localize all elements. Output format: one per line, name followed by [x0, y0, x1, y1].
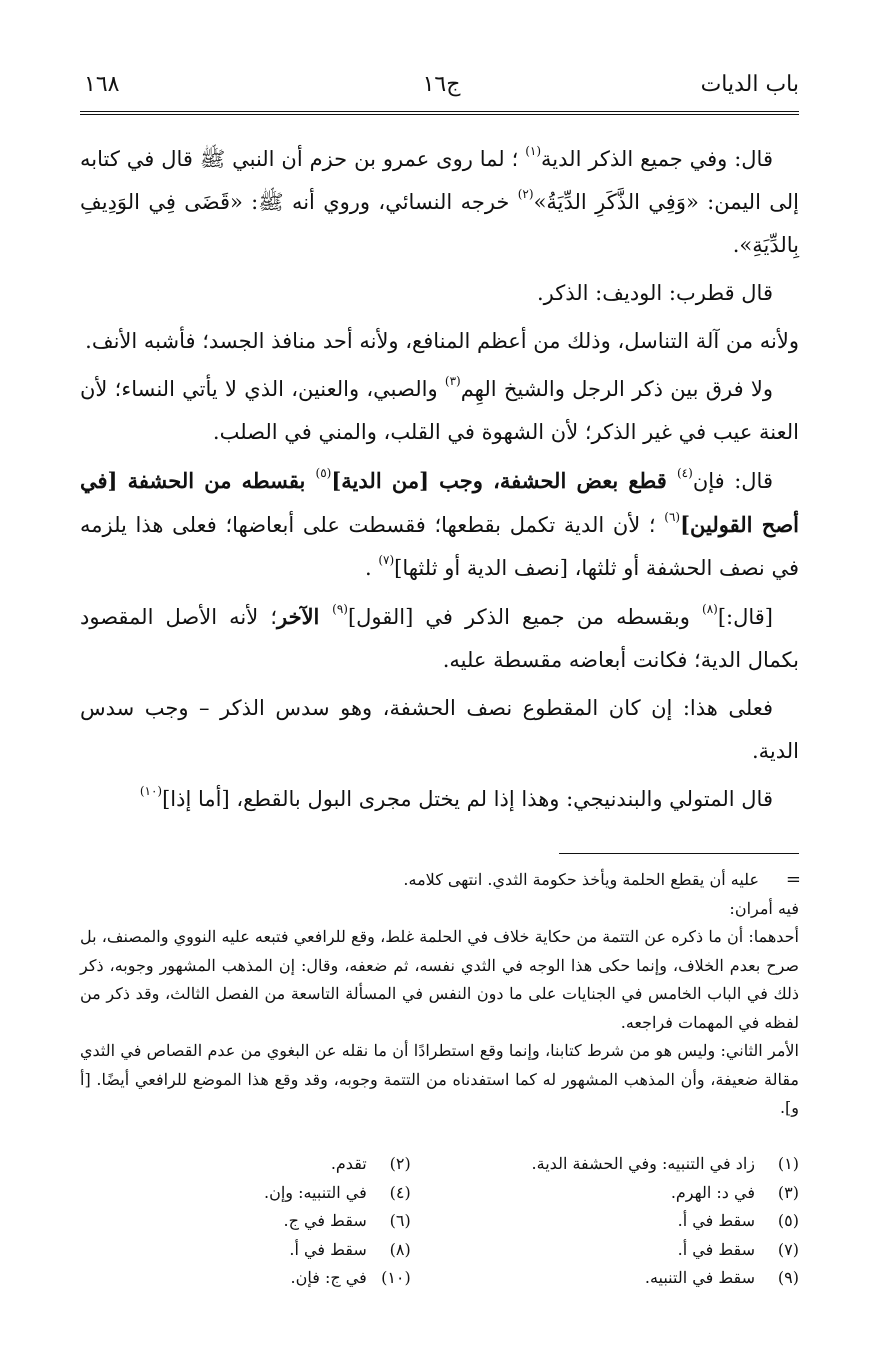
continuation-line-4: الأمر الثاني: وليس هو من شرط كتابنا، وإنما وقع استطرادًا أن ما نقله عن البغوي من عدم القصاص في الثدي مقالة ضعيفة، وأن المذهب المشهور له كما استفدناه من التتمة وجوبه، وقد وقع هذا الموضع للرافعي أيضًا. [أ و].	[80, 1041, 800, 1117]
footnote-number: (٧)	[777, 1239, 799, 1259]
footnote-row	[80, 1207, 799, 1236]
footnote-item	[80, 1179, 411, 1208]
paragraph-1	[80, 138, 799, 267]
paragraph-6	[80, 595, 799, 682]
footnote-text: سقط في التنبيه.	[644, 1268, 755, 1287]
footnote-ref-1: (١)	[525, 144, 542, 158]
main-text	[80, 138, 799, 826]
footnote-number: (٦)	[389, 1211, 411, 1230]
paragraph-5	[80, 459, 799, 590]
footnote-number: (٥)	[777, 1211, 799, 1230]
p1-text-a: قال: وفي جميع الذكر الدية	[541, 147, 773, 171]
p1-text-b: ؛ لما روى عمرو بن حزم أن النبي ﷺ قال في كتابه إلى اليمن: «وَفِي الذَّكَرِ الدِّيَةُ»	[80, 147, 799, 214]
continuation-line-1: عليه أن يقطع الحلمة ويأخذ حكومة الثدي. انتهى كلامه.	[403, 870, 759, 889]
footnote-number: (٩)	[777, 1268, 799, 1287]
footnote-row	[80, 1264, 799, 1293]
paragraph-8	[80, 778, 799, 821]
footnote-item	[411, 1264, 799, 1293]
footnote-ref-2: (٢)	[517, 187, 534, 201]
chapter-title: باب الديات	[700, 72, 799, 97]
footnote-item	[411, 1150, 799, 1179]
footnote-number: (١)	[777, 1154, 799, 1173]
footnote-number: (٣)	[777, 1182, 799, 1202]
footnote-item	[80, 1150, 411, 1179]
continuation-line-3: أحدهما: أن ما ذكره عن التتمة من حكاية خلاف في الحلمة غلط، وقع للرافعي فتبعه عليه النووي والمصنف، بل صرح بعدم الخلاف، وإنما حكى هذا الوجه في الثدي نفسه، ثم ضعفه، وقال: إن المذهب المشهور وجوبه، ذكر ذلك في الباب الخامس في الجنايات على ما دون النفس في المسألة التاسعة من الفصل الثالث، وقد ذكر من لفظه في المهمات فراجعه.	[80, 927, 800, 1032]
p1-text-c: خرجه النسائي، وروي أنه ﷺ: «قَضَى فِي الوَدِيفِ بِالدِّيَةِ».	[80, 190, 799, 257]
footnote-text: في د: الهرم.	[670, 1182, 755, 1202]
footnote-row	[80, 1150, 799, 1179]
footnote-row	[80, 1236, 799, 1265]
footnote-item	[411, 1179, 799, 1208]
p8-text-a: قال المتولي والبندنيجي: وهذا إذا لم يختل مجرى البول بالقطع، [أما إذا]	[162, 787, 773, 811]
p4-text-b: والصبي، والعنين، الذي لا يأتي النساء؛ لأن العنة عيب في غير الذكر؛ لأن الشهوة في القلب، والمني في الصلب.	[80, 377, 799, 444]
running-header	[84, 72, 799, 102]
footnote-ref-5: (٥)	[315, 466, 332, 480]
footnote-text: في التنبيه: وإن.	[263, 1182, 367, 1202]
footnote-continuation	[80, 866, 799, 1123]
p5-text-a: قال: فإن	[692, 469, 773, 493]
footnote-ref-8: (٨)	[702, 602, 718, 616]
footnote-ref-10: (١٠)	[139, 784, 163, 798]
p5-text-c: بقسطه من الحشفة [في أصح القولين]	[80, 468, 799, 537]
p4-text-a: ولا فرق بين ذكر الرجل والشيخ الهِم	[460, 377, 773, 401]
footnote-text: في ج: فإن.	[290, 1268, 367, 1287]
footnote-item	[80, 1264, 411, 1293]
p6-text-a: [قال:]	[717, 605, 773, 629]
footnote-number: (١٠)	[381, 1268, 411, 1287]
header-rule	[80, 111, 799, 115]
footnote-text: زاد في التنبيه: وفي الحشفة الدية.	[531, 1154, 755, 1173]
paragraph-2: قال قطرب: الوديف: الذكر.	[536, 281, 773, 305]
footnote-text: سقط في أ.	[677, 1239, 755, 1259]
paragraph-7: فعلى هذا: إن كان المقطوع نصف الحشفة، وهو سدس الذكر – وجب سدس الدية.	[80, 696, 799, 763]
footnote-ref-3: (٣)	[444, 374, 461, 388]
footnote-text: سقط في أ.	[289, 1239, 367, 1259]
page-number: ١٦٨	[84, 72, 120, 97]
footnote-number: (٨)	[389, 1239, 411, 1259]
footnote-ref-9: (٩)	[332, 602, 348, 616]
footnote-item	[411, 1236, 799, 1265]
footnote-item	[80, 1236, 411, 1265]
footnote-text: سقط في أ.	[677, 1211, 755, 1230]
footnote-ref-4: (٤)	[676, 466, 693, 480]
paragraph-3: ولأنه من آلة التناسل، وذلك من أعظم المنافع، ولأنه أحد منافذ الجسد؛ فأشبه الأنف.	[85, 329, 799, 353]
footnotes-list	[80, 1150, 799, 1293]
p6-text-c: الآخر	[277, 604, 333, 629]
p6-text-d: ؛ لأنه الأصل المقصود بكمال الدية؛ فكانت أبعاضه مقسطة عليه.	[80, 605, 799, 672]
continuation-marker: =	[785, 869, 801, 890]
footnote-item	[411, 1207, 799, 1236]
continuation-line-2: فيه أمران:	[729, 898, 799, 918]
footnote-ref-6: (٦)	[664, 510, 681, 524]
p5-text-e: .	[364, 556, 379, 580]
footnote-separator	[559, 853, 799, 854]
p6-text-b: وبقسطه من جميع الذكر في [القول]	[347, 605, 702, 629]
footnote-text: سقط في ج.	[283, 1211, 367, 1230]
footnote-item	[80, 1207, 411, 1236]
footnote-text: تقدم.	[330, 1154, 367, 1173]
footnote-row	[80, 1179, 799, 1208]
volume-label: ج١٦	[422, 72, 461, 97]
footnote-number: (٤)	[389, 1182, 411, 1202]
paragraph-4	[80, 368, 799, 454]
footnote-number: (٢)	[389, 1154, 411, 1173]
footnote-ref-7: (٧)	[378, 553, 395, 567]
p5-text-d: ؛ لأن الدية تكمل بقطعها؛ فقسطت على أبعاضها؛ فعلى هذا يلزمه في نصف الحشفة أو ثلثها، [نصف الدية أو ثلثها]	[80, 513, 799, 580]
p5-text-b: قطع بعض الحشفة، وجب [من الدية]	[331, 468, 677, 493]
